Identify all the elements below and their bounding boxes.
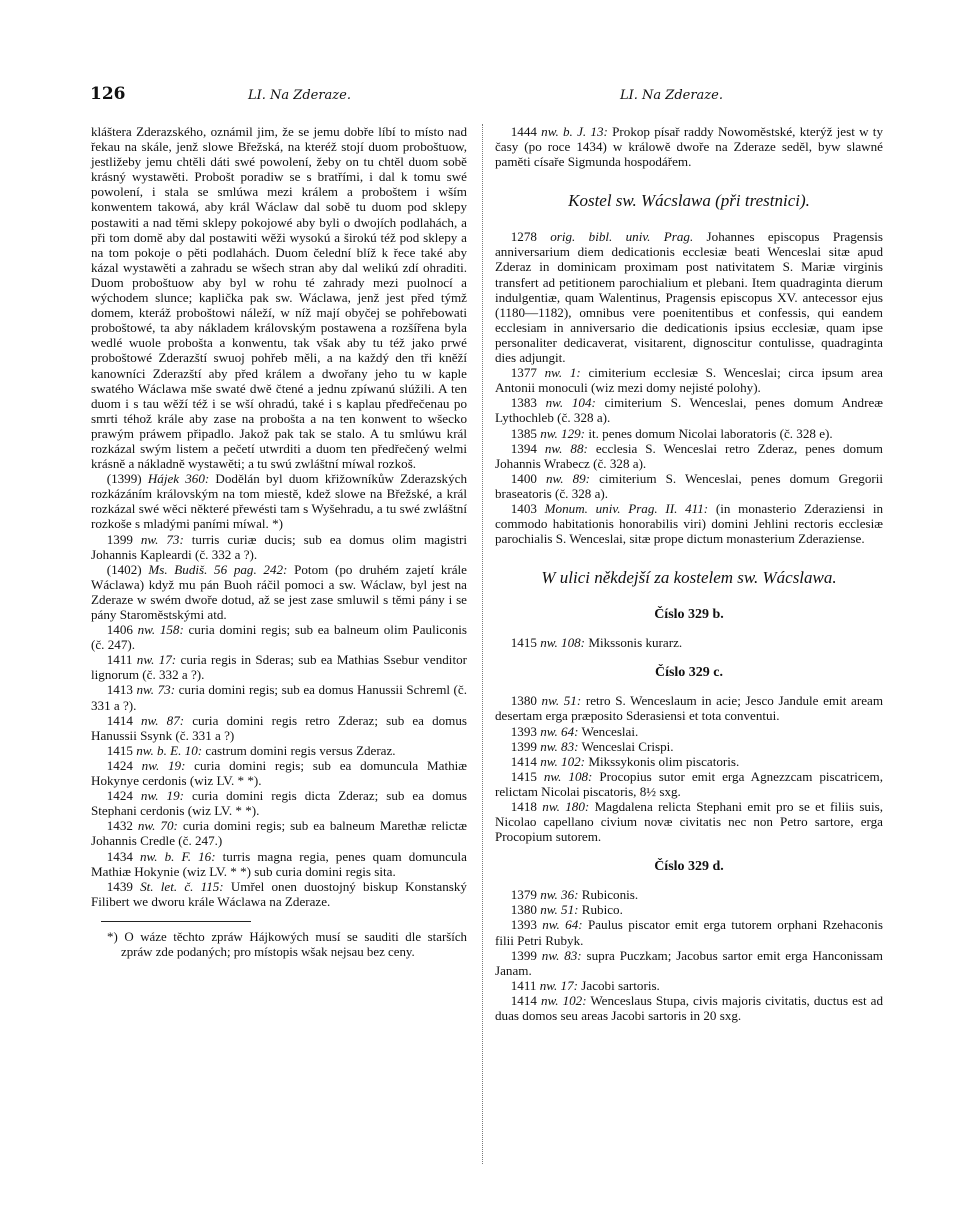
entry-329d-1414: 1414 nw. 102: Wenceslaus Stupa, civis majoris civitatis, ductus est ad duas domos seu areas Jacobi sartoris in 20 sxg. bbox=[495, 992, 884, 1024]
entry-329c-1415: 1415 nw. 108: Procopius sutor emit erga Agnezzcam piscatricem, relictam Nicolai piscatoris, 8½ sxg. bbox=[495, 768, 883, 799]
entry-1424b: 1424 nw. 19: curia domini regis dicta Zderaz; sub ea domus Stephani cerdonis (wiz LV. * *). bbox=[91, 788, 467, 819]
entry-1403: 1403 Monum. univ. Prag. II. 411: (in monasterio Zderaziensi in commodo habitationis honorabilis viri) domini Jehlini rectoris ecclesiæ parochialis S. Wenceslai, sitæ prope dictum monasterium Zderaziense. bbox=[495, 500, 884, 547]
house-number-329c: Číslo 329 c. bbox=[654, 665, 724, 681]
paragraph: kláštera Zderazského, oznámil jim, že se jemu dobře líbí to místo nad řekau na skále, jenž slowe Břežská, na kteréž stojí duom proboštuow, jestližeby jemu chtěli dáti swé powolení, žeby on tu chtěl duom sobě krásný wystawěti. Probošt poradiw se s bratřími, i dal k tomu swé powolení, i stala se smlúwa mezi králem a proboštem i wším konwentem takowá, aby král Wáclaw dal sobě tu duom pod sklepy postawiti a nad těmi sklepy pokojowé aby byli o dwojích podlahách, a při tom domě aby dal postawiti wěži wysokú a širokú též pod sklepy a na tom pokoje o pěti podlahách. Duom čelední blíž k řece také aby kázal wystawěti a zahradu se wšech stran aby dal welikú zdí ohraditi. Duom proboštuow aby byl w rohu té zahrady mezi puolnocí a wýchodem slunce; kaplička pak sw. Wáclawa, jenž jest před týmž domem, kteráž proboštowi náleží, w níž mají obyčej se pohřebowati proboštowé, ta aby nákladem královským postawena a rozšířena byla wedlé wuole probošta a konwentu, tak však aby tu též jako prwé proboštowé Zderazští swuoj pohřeb měli, a na každý den tři kněží kanowníci Zderazští aby před králem a dwořany jeho tu w kaple swatého Wáclawa mše swaté dwě čtené a jednu zpíwanú slúžili. A ten duom i s tau wěží též i se wší ohradú, také i s kaplau předřečenau po smrti téhož krále aby zase na probošta a na ten konwent to wšecko prawým práwem připadlo. Jakož pak tak se stalo. A tu smlúwu král rozkázal swým listem a pečetí utwrditi a duom ten předřečený welmi krásně a nákladně wystawěti; a tu swú zwláštní míwal rozkoš. bbox=[91, 124, 467, 472]
column-divider bbox=[482, 124, 483, 1164]
entry-329c-1380: 1380 nw. 51: retro S. Wenceslaum in acie; Jesco Jandule emit aream desertam erga præposito Sderasiensi et tota conventui. bbox=[495, 693, 883, 724]
entry-1385: 1385 nw. 129: it. penes domum Nicolai laboratoris (č. 328 e). bbox=[510, 425, 833, 441]
right-column bbox=[495, 124, 883, 1023]
entry-1406: 1406 nw. 158: curia domini regis; sub ea balneum olim Pauliconis (č. 247). bbox=[91, 622, 467, 653]
entry-1394: 1394 nw. 88: ecclesia S. Wenceslai retro Zderaz, penes domum Johannis Wrabecz (č. 328 a). bbox=[495, 440, 883, 471]
entry-1399: 1399 nw. 73: turris curiæ ducis; sub ea domus olim magistri Johannis Kapleardi (č. 332 a ?). bbox=[91, 531, 467, 562]
entry-329c-1418: 1418 nw. 180: Magdalena relicta Stephani emit pro se et filiis suis, Nicolao capellano civium novæ civitatis nec non Petro sartore, erga Procopium sutorem. bbox=[495, 799, 883, 845]
header-title-right: LI. Na Zderaze. bbox=[620, 88, 723, 103]
entry-329d-1393: 1393 nw. 64: Paulus piscator emit erga tutorem orphani Rzehaconis filii Petri Rubyk. bbox=[495, 917, 883, 948]
entry-329d-1379: 1379 nw. 36: Rubiconis. bbox=[510, 887, 639, 903]
section-heading-kostel: Kostel sw. Wácslawa (při trestnici). bbox=[568, 191, 810, 211]
header-title-left: LI. Na Zderaze. bbox=[248, 88, 351, 103]
entry-1415: 1415 nw. b. E. 10: castrum domini regis versus Zderaz. bbox=[106, 742, 396, 758]
entry-329d-1399: 1399 nw. 83: supra Puczkam; Jacobus sartor emit erga Hanconissam Janam. bbox=[495, 947, 883, 978]
house-number-329d: Číslo 329 d. bbox=[654, 859, 724, 875]
entry-1377: 1377 nw. 1: cimiterium ecclesiæ S. Wenceslai; circa ipsum area Antonii monoculi (wiz mezi domy nejisté polohy). bbox=[495, 365, 883, 396]
entry-1434: 1434 nw. b. F. 16: turris magna regia, penes quam domuncula Mathiæ Hokynie (wiz LV. * *) sub curia domini regis sita. bbox=[91, 848, 467, 879]
section-heading-ulice: W ulici někdejší za kostelem sw. Wácslawa. bbox=[541, 568, 837, 588]
footnote-rule bbox=[101, 921, 251, 922]
entry-1411: 1411 nw. 17: curia regis in Sderas; sub ea Mathias Ssebur venditor lignorum (č. 332 a ?). bbox=[91, 652, 467, 683]
entry-1399-hajek: (1399) Hájek 360: Dodělán byl duom křižowníkůw Zderazských rozkázáním královským na tom miestě, kdež slowe na Břežské, a král rozkázal swé wěci některé přewésti tam s Wyšehradu, a tu swé zwláštní rozkoše s mladými paními míwal. *) bbox=[91, 471, 468, 532]
entry-329d-1380: 1380 nw. 51: Rubico. bbox=[510, 902, 623, 918]
entry-329d-1411: 1411 nw. 17: Jacobi sartoris. bbox=[510, 977, 660, 993]
entry-329c-1414: 1414 nw. 102: Mikssykonis olim piscatoris. bbox=[510, 753, 740, 769]
entry-1444: 1444 nw. b. J. 13: Prokop písař raddy Nowoměstské, kterýž jest w ty časy (po roce 1434) w králowě dwoře na Zderaze seděl, byw slawné paměti císaře Sigmunda hospodářem. bbox=[495, 124, 883, 170]
entry-1402: (1402) Ms. Budiš. 56 pag. 242: Potom (po druhém zajetí krále Wáclawa) když mu pán Buoh ráčil pomoci a sw. Wáclaw, byl jest na Zderaze w swém dwoře dotud, až se jest zase smluwil s těmi pány i se pány Staroměstskými atd. bbox=[91, 561, 467, 622]
entry-1432: 1432 nw. 70: curia domini regis; sub ea balneum Marethæ relictæ Johannis Credle (č. 247.) bbox=[91, 818, 467, 849]
left-column bbox=[91, 124, 467, 960]
house-number-329b: Číslo 329 b. bbox=[654, 607, 724, 623]
running-header bbox=[90, 84, 880, 108]
entry-329c-1393: 1393 nw. 64: Wenceslai. bbox=[510, 723, 639, 739]
entry-1413: 1413 nw. 73: curia domini regis; sub ea domus Hanussii Schreml (č. 331 a ?). bbox=[91, 682, 468, 713]
entry-1439: 1439 St. let. č. 115: Umřel onen duostojný biskup Konstanský Filibert we dworu krále Wáclawa na Zderaze. bbox=[91, 878, 467, 909]
footnote: *) O wáze těchto zpráw Hájkowých musí se sauditi dle starších zpráw zde podaných; pro místopis wšak nejsau bez ceny. bbox=[107, 929, 467, 959]
entry-1383: 1383 nw. 104: cimiterium S. Wenceslai, penes domum Andreæ Lythochleb (č. 328 a). bbox=[495, 395, 883, 426]
entry-329c-1399: 1399 nw. 83: Wenceslai Crispi. bbox=[510, 738, 674, 754]
entry-329b-1415: 1415 nw. 108: Mikssonis kurarz. bbox=[510, 635, 683, 651]
entry-1278: 1278 orig. bibl. univ. Prag. Johannes episcopus Pragensis anniversarium diem dedicationis ecclesiæ beati Wenceslai sitæ apud Zderaz in dominicam proximam post nativitatem S. Mariæ virginis transfert ad petitionem parochialium et plebani. Item quadraginta dierum indulgentiæ, quam Walentinus, Pragensis episcopus XV. antecessor ejus (1180—1182), omnibus vere poenitentibus et confessis, qui eandem ecclesiam in anniversario die dedicationis ipsius ecclesiæ, quam ipse personaliter dedicaverat, visitarent, dignoscitur contulisse, quadraginta dies adjungit. bbox=[495, 229, 884, 366]
entry-1414: 1414 nw. 87: curia domini regis retro Zderaz; sub ea domus Hanussii Ssynk (č. 331 a ?) bbox=[91, 712, 467, 743]
entry-1400: 1400 nw. 89: cimiterium S. Wenceslai, penes domum Gregorii braseatoris (č. 328 a). bbox=[495, 470, 884, 501]
entry-1424a: 1424 nw. 19: curia domini regis; sub ea domuncula Mathiæ Hokynye cerdonis (wiz LV. * *). bbox=[91, 757, 467, 789]
page-number: 126 bbox=[90, 84, 126, 104]
